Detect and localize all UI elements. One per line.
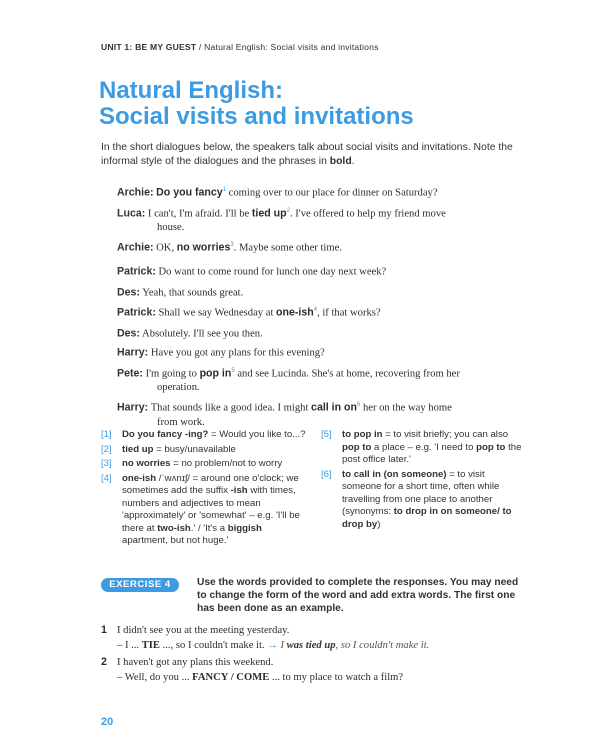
footnote-marker: 3 bbox=[230, 242, 234, 249]
exercise-item-2: 2 I haven't got any plans this weekend. – Well, do you ... FANCY / COME ... to my place to watch a film? bbox=[101, 656, 404, 683]
example-answer: I was tied up, so I couldn't make it. bbox=[280, 640, 430, 651]
speaker-name: Patrick: bbox=[117, 265, 156, 278]
unit-label: UNIT 1: BE MY GUEST bbox=[101, 42, 197, 52]
key-phrase: no worries bbox=[176, 241, 231, 254]
dialogue-line: Des: Yeah, that sounds great. bbox=[117, 286, 244, 299]
dialogue-line: Luca: I can't, I'm afraid. I'll be tied $up^2$. I've offered to help my friend move house. bbox=[117, 207, 446, 234]
footnote-marker: 4 bbox=[313, 307, 318, 314]
exercise-item-1: 1 I didn't see you at the meeting yesterday. – I ... TIE ..., so I couldn't make it. → I was tied up, so I couldn't make it. bbox=[101, 624, 430, 651]
key-phrase: pop in bbox=[199, 367, 232, 380]
speaker-name: Des: bbox=[117, 327, 140, 340]
glossary-entry: [6] to call in (on someone) = to visit someone for a short time, often while travelling from one place to another (synonyms: to drop in on someone/ to drop by) bbox=[321, 468, 512, 530]
footnote-marker: 5 bbox=[231, 367, 235, 374]
speaker-name: Luca: bbox=[117, 207, 146, 220]
speaker-name: Pete: bbox=[117, 367, 143, 380]
dialogue-line: Patrick: Shall we say Wednesday at one-ish$^4$, if that works? bbox=[117, 306, 381, 319]
glossary-entry: [1] Do you fancy -ing? = Would you like to...? bbox=[101, 429, 306, 440]
title-line-2: Social visits and invitations bbox=[99, 103, 414, 130]
dialogue-line: Archie: OK, no worries$^3$. Maybe some other time. bbox=[117, 241, 342, 254]
dialogue-3 bbox=[117, 343, 517, 433]
dialogue-line: Des: Absolutely. I'll see you then. bbox=[117, 327, 263, 340]
glossary-entry: [3] no worries = no problem/not to worry bbox=[101, 458, 283, 469]
glossary-number: [5] bbox=[321, 429, 332, 440]
speaker-name: Des: bbox=[117, 286, 140, 299]
key-phrase: tied up bbox=[251, 207, 287, 220]
key-phrase: one-ish bbox=[276, 306, 314, 319]
footnote-marker: 6 bbox=[356, 402, 361, 409]
dialogue-line: Patrick: Do want to come round for lunch one day next week? bbox=[117, 265, 387, 278]
running-header bbox=[101, 42, 379, 52]
dialogue-line: Harry: Have you got any plans for this evening? bbox=[117, 346, 325, 359]
dialogue-line: Archie: Do you fancy$^1$ coming over to our place for dinner on Saturday? bbox=[117, 186, 438, 199]
page-number: 20 bbox=[101, 716, 114, 728]
glossary-number: [3] bbox=[101, 458, 112, 469]
speaker-name: Harry: bbox=[117, 401, 149, 414]
speaker-name: Archie: bbox=[117, 241, 154, 254]
glossary-left bbox=[101, 429, 306, 550]
arrow-icon: → bbox=[267, 640, 278, 651]
glossary-right bbox=[321, 429, 526, 533]
speaker-name: Archie: bbox=[117, 186, 154, 199]
glossary-number: [4] bbox=[101, 472, 112, 484]
title-line-1: Natural English: bbox=[99, 77, 284, 104]
dialogue-2 bbox=[117, 262, 517, 344]
intro-paragraph: In the short dialogues below, the speakers talk about social visits and invitations. Note the informal style of the dialogues and the phrases in bold. bbox=[101, 142, 513, 167]
glossary-number: [1] bbox=[101, 429, 112, 440]
dialogue-line: Pete: I'm going to pop $in^5$ and see Lucinda. She's at home, recovering from her operation. bbox=[117, 367, 460, 394]
speaker-name: Patrick: bbox=[117, 306, 156, 319]
footnote-marker: 1 bbox=[222, 187, 227, 193]
speaker-name: Harry: bbox=[117, 346, 149, 359]
glossary-number: [2] bbox=[101, 443, 112, 455]
exercise-badge: EXERCISE 4 bbox=[101, 578, 179, 592]
key-phrase: Do you fancy bbox=[156, 186, 223, 199]
dialogue-line: Harry: That sounds like a good idea. I might call in $on^6$ her on the way home from work. bbox=[117, 401, 452, 428]
glossary-number: [6] bbox=[321, 468, 332, 480]
glossary-entry: [2] tied up = busy/unavailable bbox=[101, 443, 236, 455]
glossary-entry: [5] to pop in = to visit briefly; you can also pop to a place – e.g. 'I need to pop to the post office later.' bbox=[321, 429, 522, 465]
section-label: / Natural English: Social visits and invitations bbox=[196, 42, 379, 52]
page-title bbox=[99, 78, 414, 130]
glossary-entry: [4] one-ish /ˈwʌnɪʃ/ = around one o'clock; we sometimes add the suffix -ish with times, numbers and adjectives to mean 'approximately' or 'somewhat' – e.g. 'I'll be there at two-ish.' / 'It's a biggish apartment, but not huge.' bbox=[101, 472, 300, 546]
footnote-marker: 2 bbox=[286, 207, 290, 214]
exercise-instructions: Use the words provided to complete the responses. You may need to change the form of the word and add extra words. The first one has been done as an example. bbox=[197, 577, 519, 614]
key-phrase: call in on bbox=[311, 401, 357, 414]
dialogue-1 bbox=[117, 183, 517, 259]
